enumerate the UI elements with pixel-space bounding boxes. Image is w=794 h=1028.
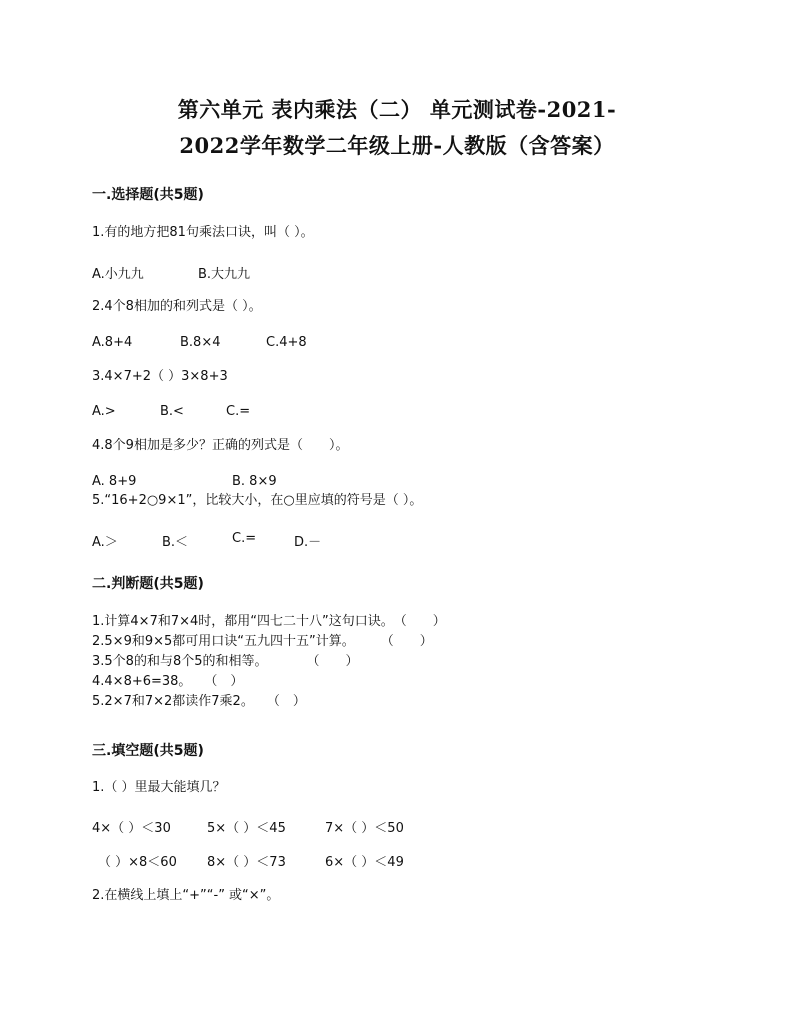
question-5-text: 5.“16+2○9×1”，比较大小，在○里应填的符号是（ ）。 bbox=[92, 493, 423, 508]
fill-row1-item1: 4×（ ）＜30 bbox=[92, 821, 171, 836]
fill-row2-item3: 6×（ ）＜49 bbox=[325, 855, 404, 870]
judgment-item-5: 5.2×7和7×2都读作7乘2。 （ ） bbox=[92, 694, 306, 709]
question-3-option-a: A.> bbox=[92, 404, 116, 419]
document-title-line1: 第六单元 表内乘法（二） 单元测试卷-2021- bbox=[177, 97, 617, 122]
fill-row1-item2: 5×（ ）＜45 bbox=[207, 821, 286, 836]
question-2-option-a: A.8+4 bbox=[92, 335, 133, 350]
question-1-text: 1.有的地方把81句乘法口诀，叫（ ）。 bbox=[92, 225, 314, 240]
question-5-option-a: A.＞ bbox=[92, 535, 118, 550]
fill-question-2-text: 2.在横线上填上“+”“-” 或“×”。 bbox=[92, 888, 280, 903]
fill-row1-item3: 7×（ ）＜50 bbox=[325, 821, 404, 836]
question-4-option-a: A. 8+9 bbox=[92, 474, 137, 489]
judgment-item-4: 4.4×8+6=38。 （ ） bbox=[92, 674, 244, 689]
question-2-option-b: B.8×4 bbox=[180, 335, 221, 350]
question-2-text: 2.4个8相加的和列式是（ ）。 bbox=[92, 299, 262, 314]
question-5-option-b: B.＜ bbox=[162, 535, 189, 550]
fill-row2-item2: 8×（ ）＜73 bbox=[207, 855, 286, 870]
question-1-option-a: A.小九九 bbox=[92, 267, 144, 282]
section-heading-fill-blank: 三.填空题(共5题) bbox=[92, 743, 204, 759]
judgment-item-3: 3.5个8的和与8个5的和相等。 （ ） bbox=[92, 654, 359, 669]
fill-question-1-text: 1.（ ）里最大能填几？ bbox=[92, 780, 226, 795]
question-2-option-c: C.4+8 bbox=[266, 335, 307, 350]
question-4-option-b: B. 8×9 bbox=[232, 474, 277, 489]
question-3-option-c: C.= bbox=[226, 404, 251, 419]
question-3-text: 3.4×7+2（ ）3×8+3 bbox=[92, 369, 228, 384]
fill-row2-item1: （ ）×8＜60 bbox=[98, 855, 177, 870]
judgment-item-2: 2.5×9和9×5都可用口诀“五九四十五”计算。 （ ） bbox=[92, 634, 433, 649]
question-1-option-b: B.大九九 bbox=[198, 267, 251, 282]
question-3-option-b: B.< bbox=[160, 404, 184, 419]
question-5-option-d: D.－ bbox=[294, 535, 322, 550]
judgment-item-1: 1.计算4×7和7×4时，都用“四七二十八”这句口诀。 （ ） bbox=[92, 614, 446, 629]
document-title-line2: 2022学年数学二年级上册-人教版（含答案） bbox=[179, 133, 615, 158]
question-5-option-c: C.= bbox=[232, 531, 257, 546]
section-heading-judgment: 二.判断题(共5题) bbox=[92, 576, 204, 592]
section-heading-choice: 一.选择题(共5题) bbox=[92, 187, 204, 203]
question-4-text: 4.8个9相加是多少？正确的列式是（ ）。 bbox=[92, 438, 349, 453]
